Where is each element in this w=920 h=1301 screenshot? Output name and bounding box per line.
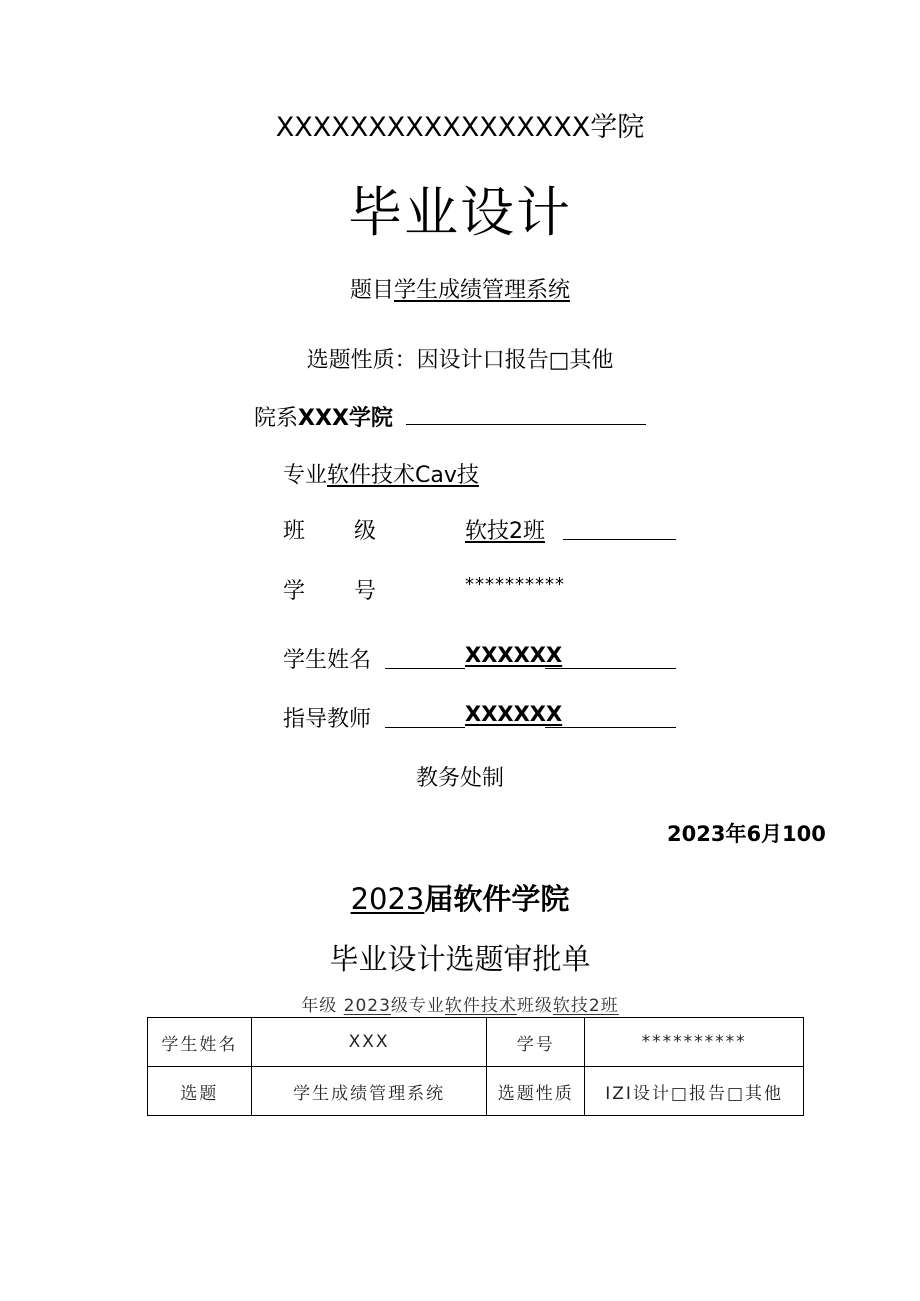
topic-label: 题目 [349,278,394,303]
table-cell-topic-value: 学生成绩管理系统 [251,1067,487,1116]
table-row [148,1018,804,1067]
table-cell-student-number-label: 学号 [487,1018,585,1067]
major-line [283,458,479,489]
table-cell-topic-label: 选题 [148,1067,252,1116]
department-value: XXX学院 [298,406,393,431]
table-cell-student-name-value: XXX [251,1018,487,1067]
advisor-label: 指导教师 [283,707,372,732]
department-label: 院系 [254,406,299,431]
class-underline [563,538,676,540]
approval-form-title: 毕业设计选题审批单 [329,942,591,976]
grade-value: 2023 [343,996,391,1016]
major-value: 软件技术Cav技 [327,463,479,488]
student-name-label: 学生姓名 [283,648,372,673]
approval-table [147,1017,804,1116]
student-number-label-char-2: 号 [354,579,377,604]
student-number-label-char-1: 学 [283,579,306,604]
student-name-underline-left [385,667,465,669]
grade-major-value: 软件技术 [444,996,517,1016]
major-label: 专业 [283,463,328,488]
student-number-line [283,574,565,605]
department-line [254,401,646,432]
table-row [148,1067,804,1116]
grade-class-prefix: 班级 [516,996,553,1016]
grade-suffix: 级专业 [390,996,445,1016]
class-label-char-2: 级 [354,519,377,544]
student-number-value: ********** [465,574,565,595]
table-cell-student-number-value: ********** [585,1018,804,1067]
grade-prefix: 年级 [301,996,338,1016]
advisor-line [283,702,563,733]
student-name-underline-right [545,667,676,669]
topic-value: 学生成绩管理系统 [394,278,571,303]
grade-class-value: 软技2班 [552,996,619,1016]
institute-name: XXXXXXXXXXXXXXXXX学院 [275,112,645,143]
cover-main-title: 毕业设计 [348,181,572,244]
topic-nature-line: 选题性质：因设计口报告□其他 [306,348,614,373]
class-line [283,514,545,545]
table-cell-nature-label: 选题性质 [487,1067,585,1116]
grade-line [0,991,920,1016]
table-cell-student-name-label: 学生姓名 [148,1018,252,1067]
advisor-underline-left [385,726,465,728]
class-value: 软技2班 [465,519,545,544]
approval-heading-text: 届软件学院 [424,882,570,916]
department-underline [406,423,646,425]
advisor-value: XXXXXX [465,702,563,726]
approval-heading [0,877,920,918]
class-label-char-1: 班 [283,519,306,544]
approval-heading-year: 2023 [350,882,425,916]
issue-date: 2023年6月100 [667,822,826,846]
student-name-value: XXXXXX [465,643,563,667]
student-name-line [283,643,563,674]
advisor-underline-right [545,726,676,728]
topic-line [0,273,920,304]
issuer-text: 教务处制 [415,766,504,791]
table-cell-nature-value: IZI设计□报告□其他 [585,1067,804,1116]
